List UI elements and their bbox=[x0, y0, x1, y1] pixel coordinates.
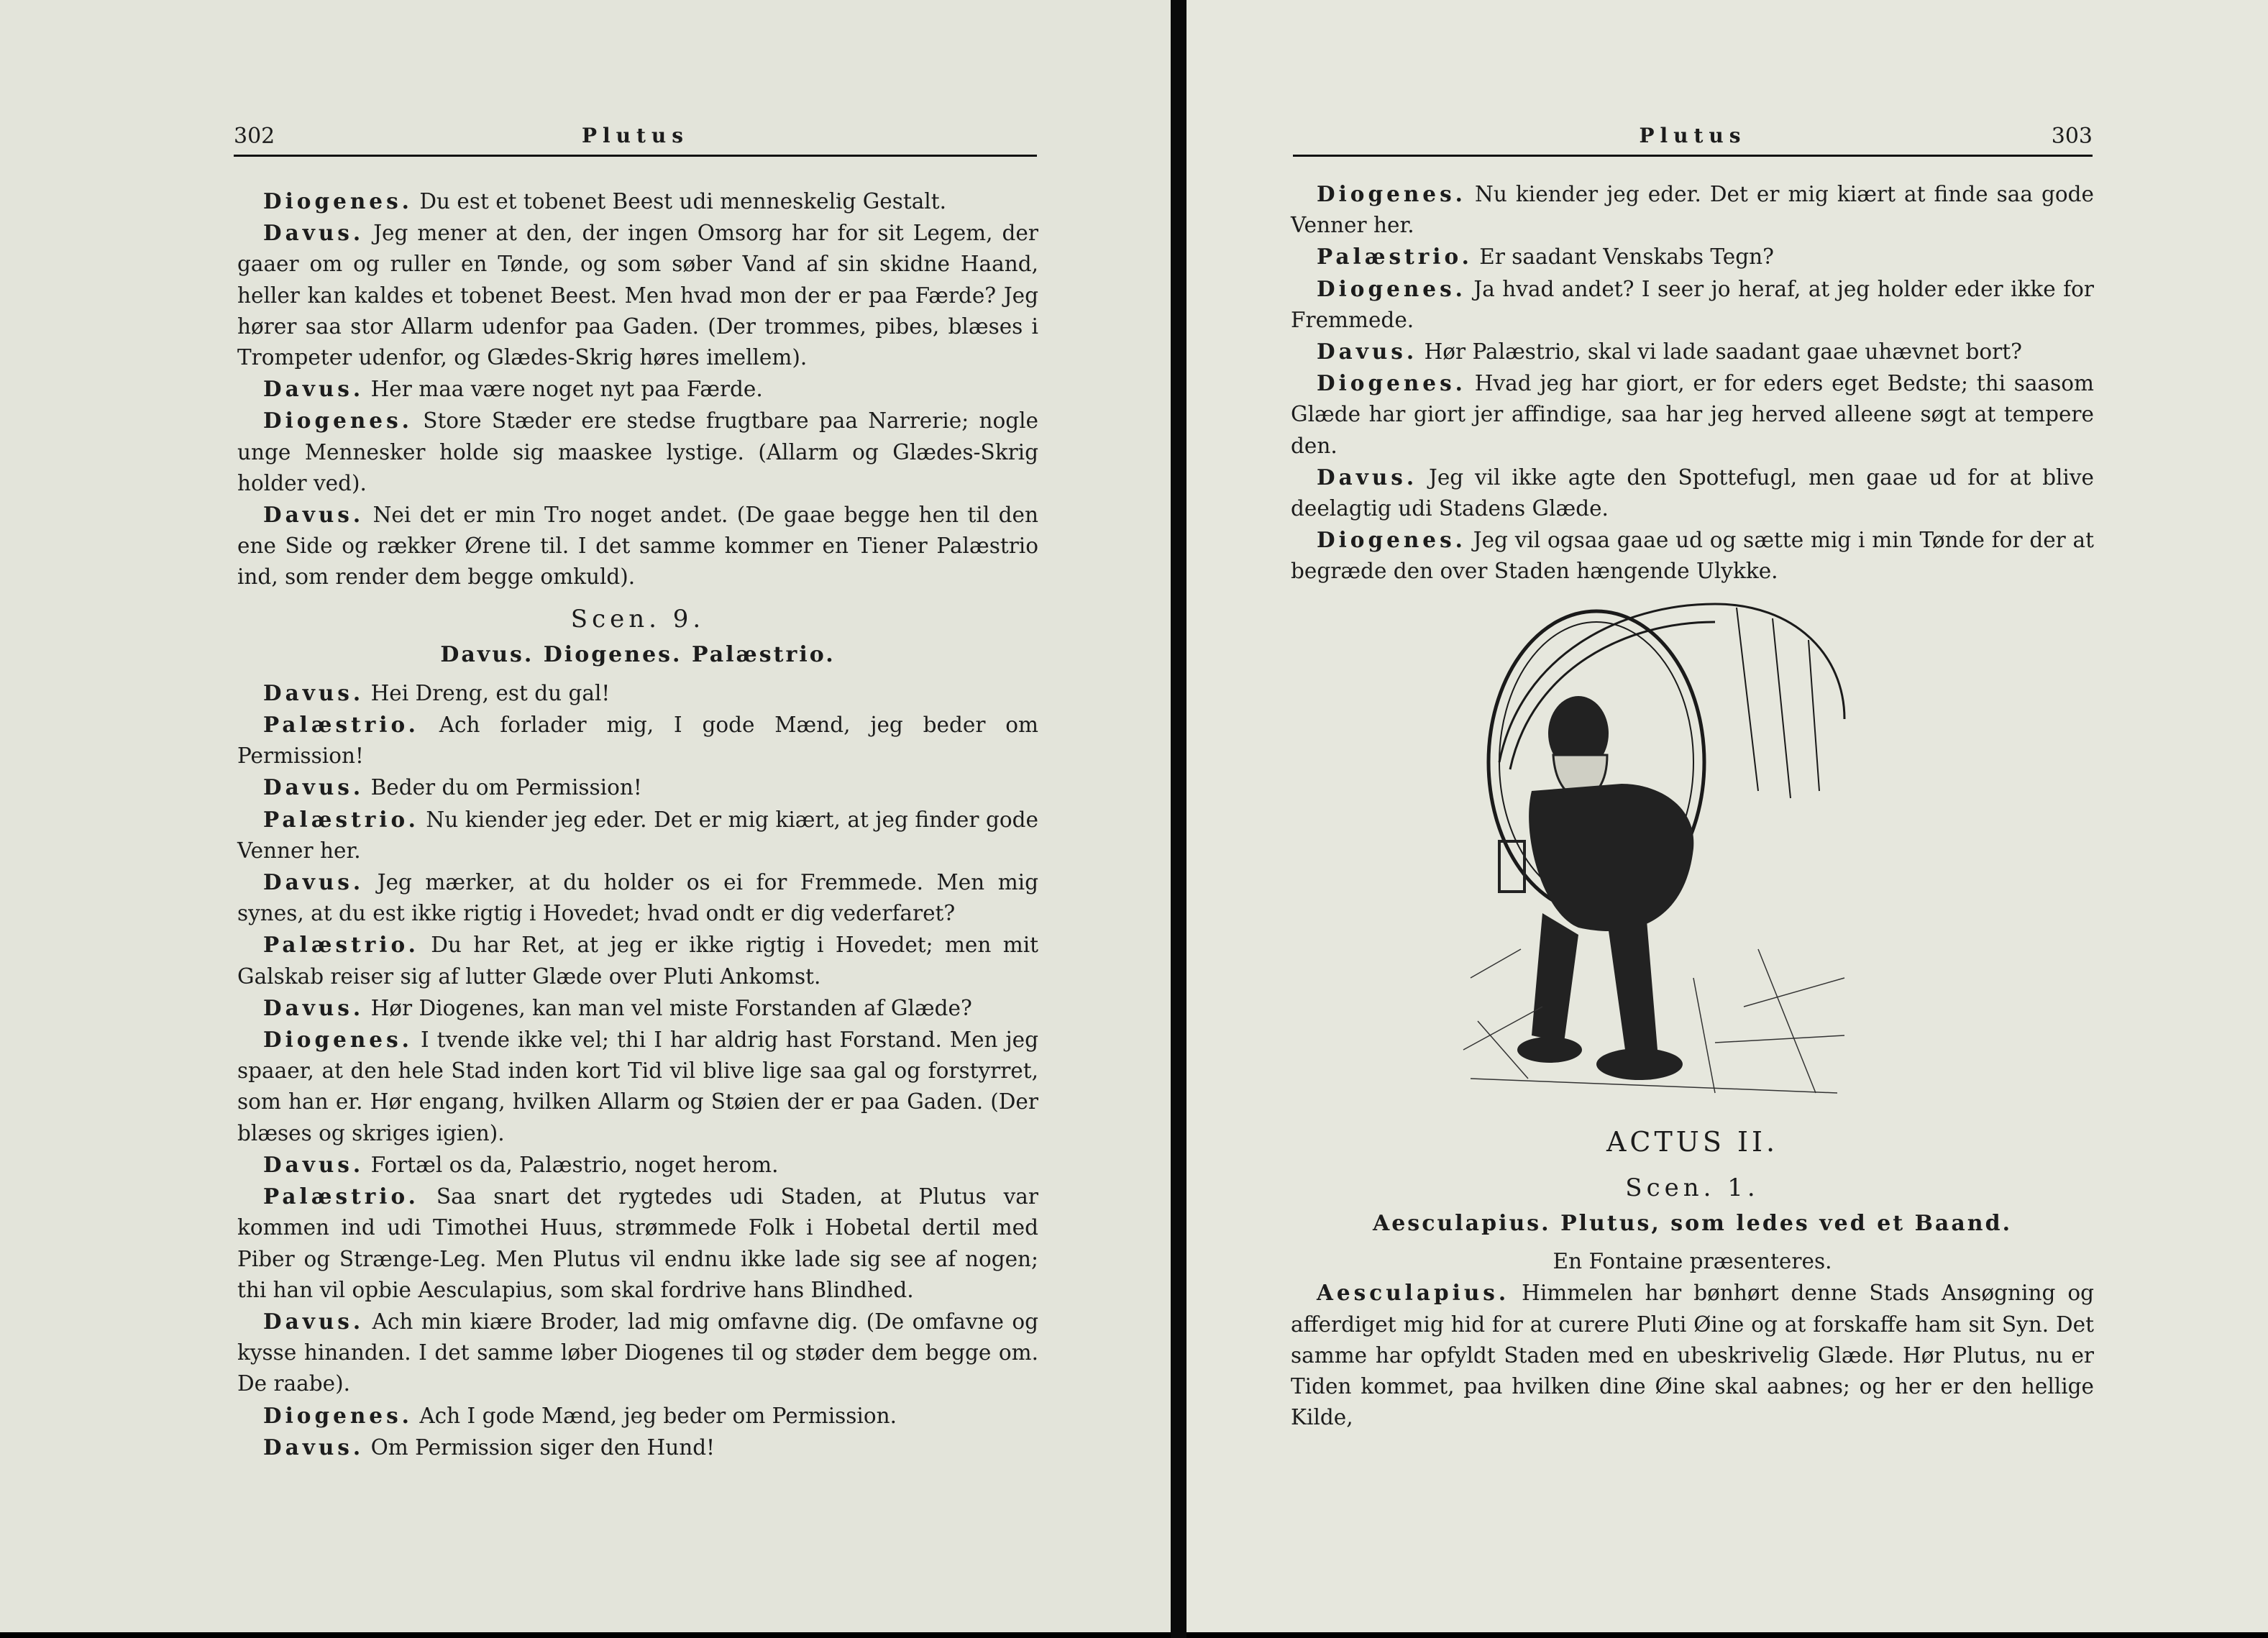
speaker-name: Davus. bbox=[263, 774, 365, 800]
speaker-name: Davus. bbox=[263, 1308, 365, 1334]
dialogue-line bbox=[1291, 462, 2094, 524]
dialogue-text: Ach I gode Mænd, jeg beder om Permission. bbox=[419, 1403, 897, 1428]
dialogue-text: Nei det er min Tro noget andet. (De gaae begge hen til den ene Side og rækker Ørene til. I det samme kommer en Tiener Palæstrio ind, som render dem begge omkuld). bbox=[237, 503, 1038, 590]
dialogue-line bbox=[237, 1024, 1038, 1149]
scene-cast: Davus. Diogenes. Palæstrio. bbox=[440, 641, 836, 667]
speaker-name: Davus. bbox=[263, 869, 365, 895]
dialogue-line bbox=[1291, 273, 2094, 336]
dialogue-line bbox=[237, 804, 1038, 866]
dialogue-line bbox=[1291, 336, 2094, 367]
dialogue-line bbox=[237, 772, 1038, 803]
dialogue-text: Du har Ret, at jeg er ikke rigtig i Hovedet; men mit Galskab reiser sig af lutter Glæde over Pluti Ankomst. bbox=[237, 933, 1038, 989]
dialogue-line bbox=[237, 709, 1038, 772]
speaker-name: Diogenes. bbox=[263, 1027, 413, 1053]
dialogue-line bbox=[237, 405, 1038, 499]
dialogue-text: Jeg vil ogsaa gaae ud og sætte mig i min Tønde for der at begræde den over Staden hængende Ulykke. bbox=[1291, 528, 2094, 584]
dialogue-line bbox=[237, 929, 1038, 992]
dialogue-text: Ach forlader mig, I gode Mænd, jeg beder om Permission! bbox=[237, 713, 1038, 769]
speaker-name: Davus. bbox=[263, 376, 365, 402]
speaker-name: Palæstrio. bbox=[263, 712, 419, 738]
dialogue-block bbox=[1291, 178, 2094, 587]
speaker-name: Davus. bbox=[1317, 464, 1418, 490]
speaker-name: Davus. bbox=[263, 1151, 365, 1177]
running-title: Plutus bbox=[1639, 124, 1747, 147]
dialogue-line bbox=[237, 1181, 1038, 1306]
dialogue-text: Himmelen har bønhørt denne Stads Ansøgning og afferdiget mig hid for at curere Pluti Øine og at forskaffe ham sit Syn. Det samme har opfyldt Staden med en ubeskrivelig Glæde. Hør Plutus, nu er Tiden kommet, paa hvilken dine Øine skal aabnes; og her er den hellige Kilde, bbox=[1291, 1281, 2094, 1430]
dialogue-line bbox=[237, 186, 1038, 217]
dialogue-line bbox=[237, 992, 1038, 1024]
left-body-text bbox=[237, 186, 1038, 1463]
speaker-name: Davus. bbox=[263, 1434, 365, 1460]
book-spine bbox=[1171, 0, 1186, 1638]
dialogue-block bbox=[237, 186, 1038, 593]
running-head bbox=[1293, 124, 2093, 158]
page-number: 302 bbox=[234, 124, 275, 149]
dialogue-text: Er saadant Venskabs Tegn? bbox=[1479, 244, 1774, 270]
dialogue-line bbox=[1291, 1277, 2094, 1433]
speaker-name: Diogenes. bbox=[263, 188, 413, 214]
dialogue-line bbox=[237, 1149, 1038, 1181]
dialogue-line bbox=[237, 677, 1038, 709]
dialogue-line bbox=[237, 1432, 1038, 1463]
stage-direction: En Fontaine præsenteres. bbox=[1553, 1249, 1832, 1274]
speaker-name: Davus. bbox=[263, 220, 365, 246]
dialogue-text: Beder du om Permission! bbox=[370, 775, 642, 800]
speaker-name: Palæstrio. bbox=[1317, 244, 1473, 270]
dialogue-text: Hei Dreng, est du gal! bbox=[370, 680, 611, 705]
dialogue-text: Nu kiender jeg eder. Det er mig kiært, at jeg finder gode Venner her. bbox=[237, 807, 1038, 863]
speaker-name: Diogenes. bbox=[1317, 370, 1466, 396]
dialogue-text: I tvende ikke vel; thi I har aldrig hast Forstand. Men jeg spaaer, at den hele Stad inden kort Tid vil blive lige saa gal og forstyrret, som han er. Hør engang, hvilken Allarm og Støien der er paa Gaden. (Der blæses og skriges igien). bbox=[237, 1028, 1038, 1145]
running-head bbox=[234, 124, 1037, 158]
page-number: 303 bbox=[2051, 124, 2093, 149]
speaker-name: Diogenes. bbox=[263, 408, 413, 434]
dialogue-text: Hør Palæstrio, skal vi lade saadant gaae uhævnet bort? bbox=[1424, 339, 2022, 365]
dialogue-line bbox=[1291, 178, 2094, 241]
dialogue-line bbox=[237, 1400, 1038, 1432]
speaker-name: Palæstrio. bbox=[263, 932, 419, 958]
actus-block bbox=[1291, 1122, 2094, 1433]
dialogue-text: Saa snart det rygtedes udi Staden, at Plutus var kommen ind udi Timothei Huus, strømmede Folk i Hobetal dertil med Piber og Strænge-Leg. Men Plutus vil endnu ikke lade sig see af nogen; thi han vil opbie Aesculapius, som skal fordrive hans Blindhed. bbox=[237, 1184, 1038, 1302]
dialogue-text: Nu kiender jeg eder. Det er mig kiært at finde saa gode Venner her. bbox=[1291, 182, 2094, 238]
dialogue-text: Jeg mærker, at du holder os ei for Fremmede. Men mig synes, at du est ikke rigtig i Hovedet; hvad ondt er dig vederfaret? bbox=[237, 870, 1038, 926]
dialogue-text: Fortæl os da, Palæstrio, noget herom. bbox=[370, 1152, 779, 1177]
dialogue-line bbox=[237, 866, 1038, 929]
dialogue-line bbox=[237, 373, 1038, 405]
speaker-name: Diogenes. bbox=[1317, 181, 1466, 206]
running-title: Plutus bbox=[581, 124, 690, 147]
dialogue-text: Du est et tobenet Beest udi menneskelig Gestalt. bbox=[419, 189, 946, 214]
dialogue-line bbox=[237, 217, 1038, 373]
dialogue-text: Jeg mener at den, der ingen Omsorg har for sit Legem, der gaaer om og ruller en Tønde, og som søber Vand af sin skidne Haand, heller kan kaldes et tobenet Beest. Men hvad mon der er paa Færde? Jeg hører saa stor Allarm udenfor paa Gaden. (Der trommes, pibes, blæses i Trompeter udenfor, og Glædes-Skrig høres imellem). bbox=[237, 221, 1038, 370]
scene-title: Scen. 9. bbox=[570, 604, 705, 633]
dialogue-line bbox=[1291, 241, 2094, 273]
act-title: ACTUS II. bbox=[1606, 1126, 1779, 1158]
dialogue-text: Hør Diogenes, kan man vel miste Forstanden af Glæde? bbox=[370, 995, 972, 1020]
speaker-name: Diogenes. bbox=[1317, 275, 1466, 301]
diogenes-in-barrel-illustration bbox=[1456, 575, 1852, 1111]
dialogue-line bbox=[237, 499, 1038, 593]
dialogue-text: Her maa være noget nyt paa Færde. bbox=[370, 377, 763, 402]
dialogue-block bbox=[1291, 1277, 2094, 1433]
speaker-name: Diogenes. bbox=[263, 1402, 413, 1428]
dialogue-text: Store Stæder ere stedse frugtbare paa Narrerie; nogle unge Mennesker holde sig maaskee lystige. (Allarm og Glædes-Skrig holder ved). bbox=[237, 408, 1038, 495]
speaker-name: Diogenes. bbox=[1317, 527, 1466, 553]
header-rule bbox=[1293, 155, 2093, 157]
dialogue-text: Ja hvad andet? I seer jo heraf, at jeg holder eder ikke for Fremmede. bbox=[1291, 276, 2094, 332]
dialogue-text: Ach min kiære Broder, lad mig omfavne dig. (De omfavne og kysse hinanden. I det samme løber Diogenes til og støder dem begge om. De raabe). bbox=[237, 1309, 1038, 1396]
speaker-name: Davus. bbox=[1317, 339, 1418, 365]
scene-cast: Aesculapius. Plutus, som ledes ved et Baand. bbox=[1372, 1211, 2013, 1236]
speaker-name: Palæstrio. bbox=[263, 1184, 419, 1209]
dialogue-text: Om Permission siger den Hund! bbox=[370, 1435, 715, 1460]
dialogue-text: Hvad jeg har giort, er for eders eget Bedste; thi saasom Glæde har giort jer affindige, saa har jeg herved alleene søgt at tempere den. bbox=[1291, 371, 2094, 458]
speaker-name: Davus. bbox=[263, 994, 365, 1020]
dialogue-line bbox=[1291, 367, 2094, 462]
speaker-name: Palæstrio. bbox=[263, 806, 419, 832]
right-body-text bbox=[1291, 178, 2094, 587]
dialogue-line bbox=[237, 1306, 1038, 1400]
dialogue-text: Jeg vil ikke agte den Spottefugl, men gaae ud for at blive deelagtig udi Stadens Glæde. bbox=[1291, 465, 2094, 521]
dialogue-block bbox=[237, 677, 1038, 1463]
header-rule bbox=[234, 155, 1037, 157]
scene-title: Scen. 1. bbox=[1625, 1173, 1760, 1202]
speaker-name: Davus. bbox=[263, 680, 365, 705]
right-page bbox=[1186, 0, 2268, 1632]
speaker-name: Aesculapius. bbox=[1317, 1280, 1510, 1306]
speaker-name: Davus. bbox=[263, 502, 365, 528]
